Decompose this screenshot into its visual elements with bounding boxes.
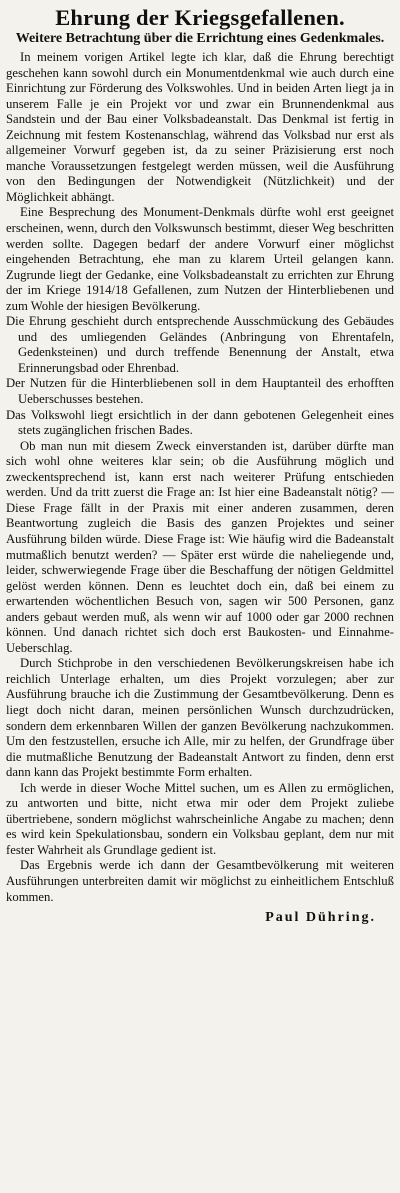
paragraph-mittel: Ich werde in dieser Woche Mittel suchen, um es Allen zu ermöglichen, zu antworten und bitte, nicht etwa mir oder dem Projekt zuliebe übertriebene, sondern möglichst wahrscheinliche Angabe zu machen; denn es wird kein Spekulationsbau, sondern ein Volksbau geplant, dem nur mit fester Wahrheit als Grundlage gedient ist.	[6, 780, 394, 857]
article-subtitle: Weitere Betrachtung über die Errichtung eines Gedenkmales.	[15, 31, 385, 46]
article-title: Ehrung der Kriegsgefallenen.	[55, 5, 345, 30]
article-body	[6, 50, 394, 905]
author-signature: Paul Dühring.	[265, 910, 376, 926]
paragraph-nutzen: Der Nutzen für die Hinterbliebenen soll in dem Hauptanteil des erhofften Ueberschusses bestehen.	[6, 376, 394, 407]
paragraph-stichprobe: Durch Stichprobe in den verschiedenen Bevölkerungskreisen habe ich reichlich Unterlage erhalten, um dies Projekt vorzulegen; aber zur Ausführung brauche ich die Zustimmung der Gesamtbevölkerung. Denn es liegt doch nicht daran, meinen persönlichen Wunsch durchzudrücken, sondern dem erkennbaren Willen der ganzen Bevölkerung nachzukommen. Um den festzustellen, ersuche ich Alle, mir zu helfen, der Grundfrage über die mutmaßliche Benutzung der Badeanstalt Antwort zu finden, denn erst dann kann das Projekt bestimmte Form erhalten.	[6, 656, 394, 780]
paragraph-intro: In meinem vorigen Artikel legte ich klar, daß die Ehrung berechtigt geschehen kann sowohl durch ein Monumentdenkmal wie auch durch eine Einrichtung zur Förderung des Volkswohles. Und in beiden Arten liegt ja in unserem Falle je ein Projekt vor und zwar ein Brunnendenkmal aus Sandstein und der Bau einer Volksbadeanstalt. Das Denkmal ist fertig in Zeichnung mit festem Kostenanschlag, während das Volksbad nur erst als allgemeiner Vorwurf gegeben ist, da zu seiner Präzisierung erst noch manche Voraussetzungen festgelegt werden müssen, weil die Ausführung von den Bedingungen der Notwendigkeit (Nützlichkeit) und der Möglichkeit abhängt.	[6, 50, 394, 204]
paragraph-ehrung: Die Ehrung geschieht durch entsprechende Ausschmückung des Gebäudes und des umliegenden Geländes (Anbringung von Ehrentafeln, Gedenksteinen) und durch treffende Benennung der Anstalt, etwa Erinnerungsbad oder Ehrenbad.	[6, 314, 394, 375]
paragraph-monument: Eine Besprechung des Monument-Denkmals dürfte wohl erst geeignet erscheinen, wenn, durch den Volkswunsch bestimmt, dieser Weg beschritten werden sollte. Dagegen bedarf der andere Vorwurf einer möglichst eingehenden Betrachtung, ehe man zu klarem Urteil gelangen kann. Zugrunde liegt der Gedanke, eine Volksbadeanstalt zu errichten zur Ehrung der im Kriege 1914/18 Gefallenen, zum Nutzen der Hinterbliebenen und zum Wohle der hiesigen Bevölkerung.	[6, 205, 394, 313]
paragraph-ergebnis: Das Ergebnis werde ich dann der Gesamtbevölkerung mit weiteren Ausführungen unterbreiten damit wir möglichst zu einheitlichem Entschluß kommen.	[6, 858, 394, 904]
paragraph-frage: Ob man nun mit diesem Zweck einverstanden ist, darüber dürfte man sich wohl ohne weiteres klar sein; ob die Ausführung möglich und zweckentsprechend ist, kann erst nach weiterer Prüfung entschieden werden. Und da tritt zuerst die Frage an: Ist hier eine Badeanstalt nötig? — Diese Frage fällt in der Praxis mit einer anderen zusammen, deren Beantwortung zugleich die Basis des ganzen Projektes und seiner Ausführung bilden würde. Diese Frage ist: Wie häufig wird die Badeanstalt mutmaßlich benutzt werden? — Später erst würde die naheliegende und, leider, schwerwiegende Frage über die Beschaffung der nötigen Geldmittel gelöst werden können. Denn es leuchtet doch ein, daß bei einem zu erwartenden wöchentlichen Besuch von, sagen wir 500 Personen, ganz anders gebaut werden muß, als wenn wir auf 1000 oder gar 2000 rechnen können. Und danach richtet sich doch erst Baukosten- und Einnahme-Ueberschlag.	[6, 438, 394, 655]
paragraph-volkswohl: Das Volkswohl liegt ersichtlich in der dann gebotenen Gelegenheit eines stets zugänglichen frischen Bades.	[6, 407, 394, 438]
